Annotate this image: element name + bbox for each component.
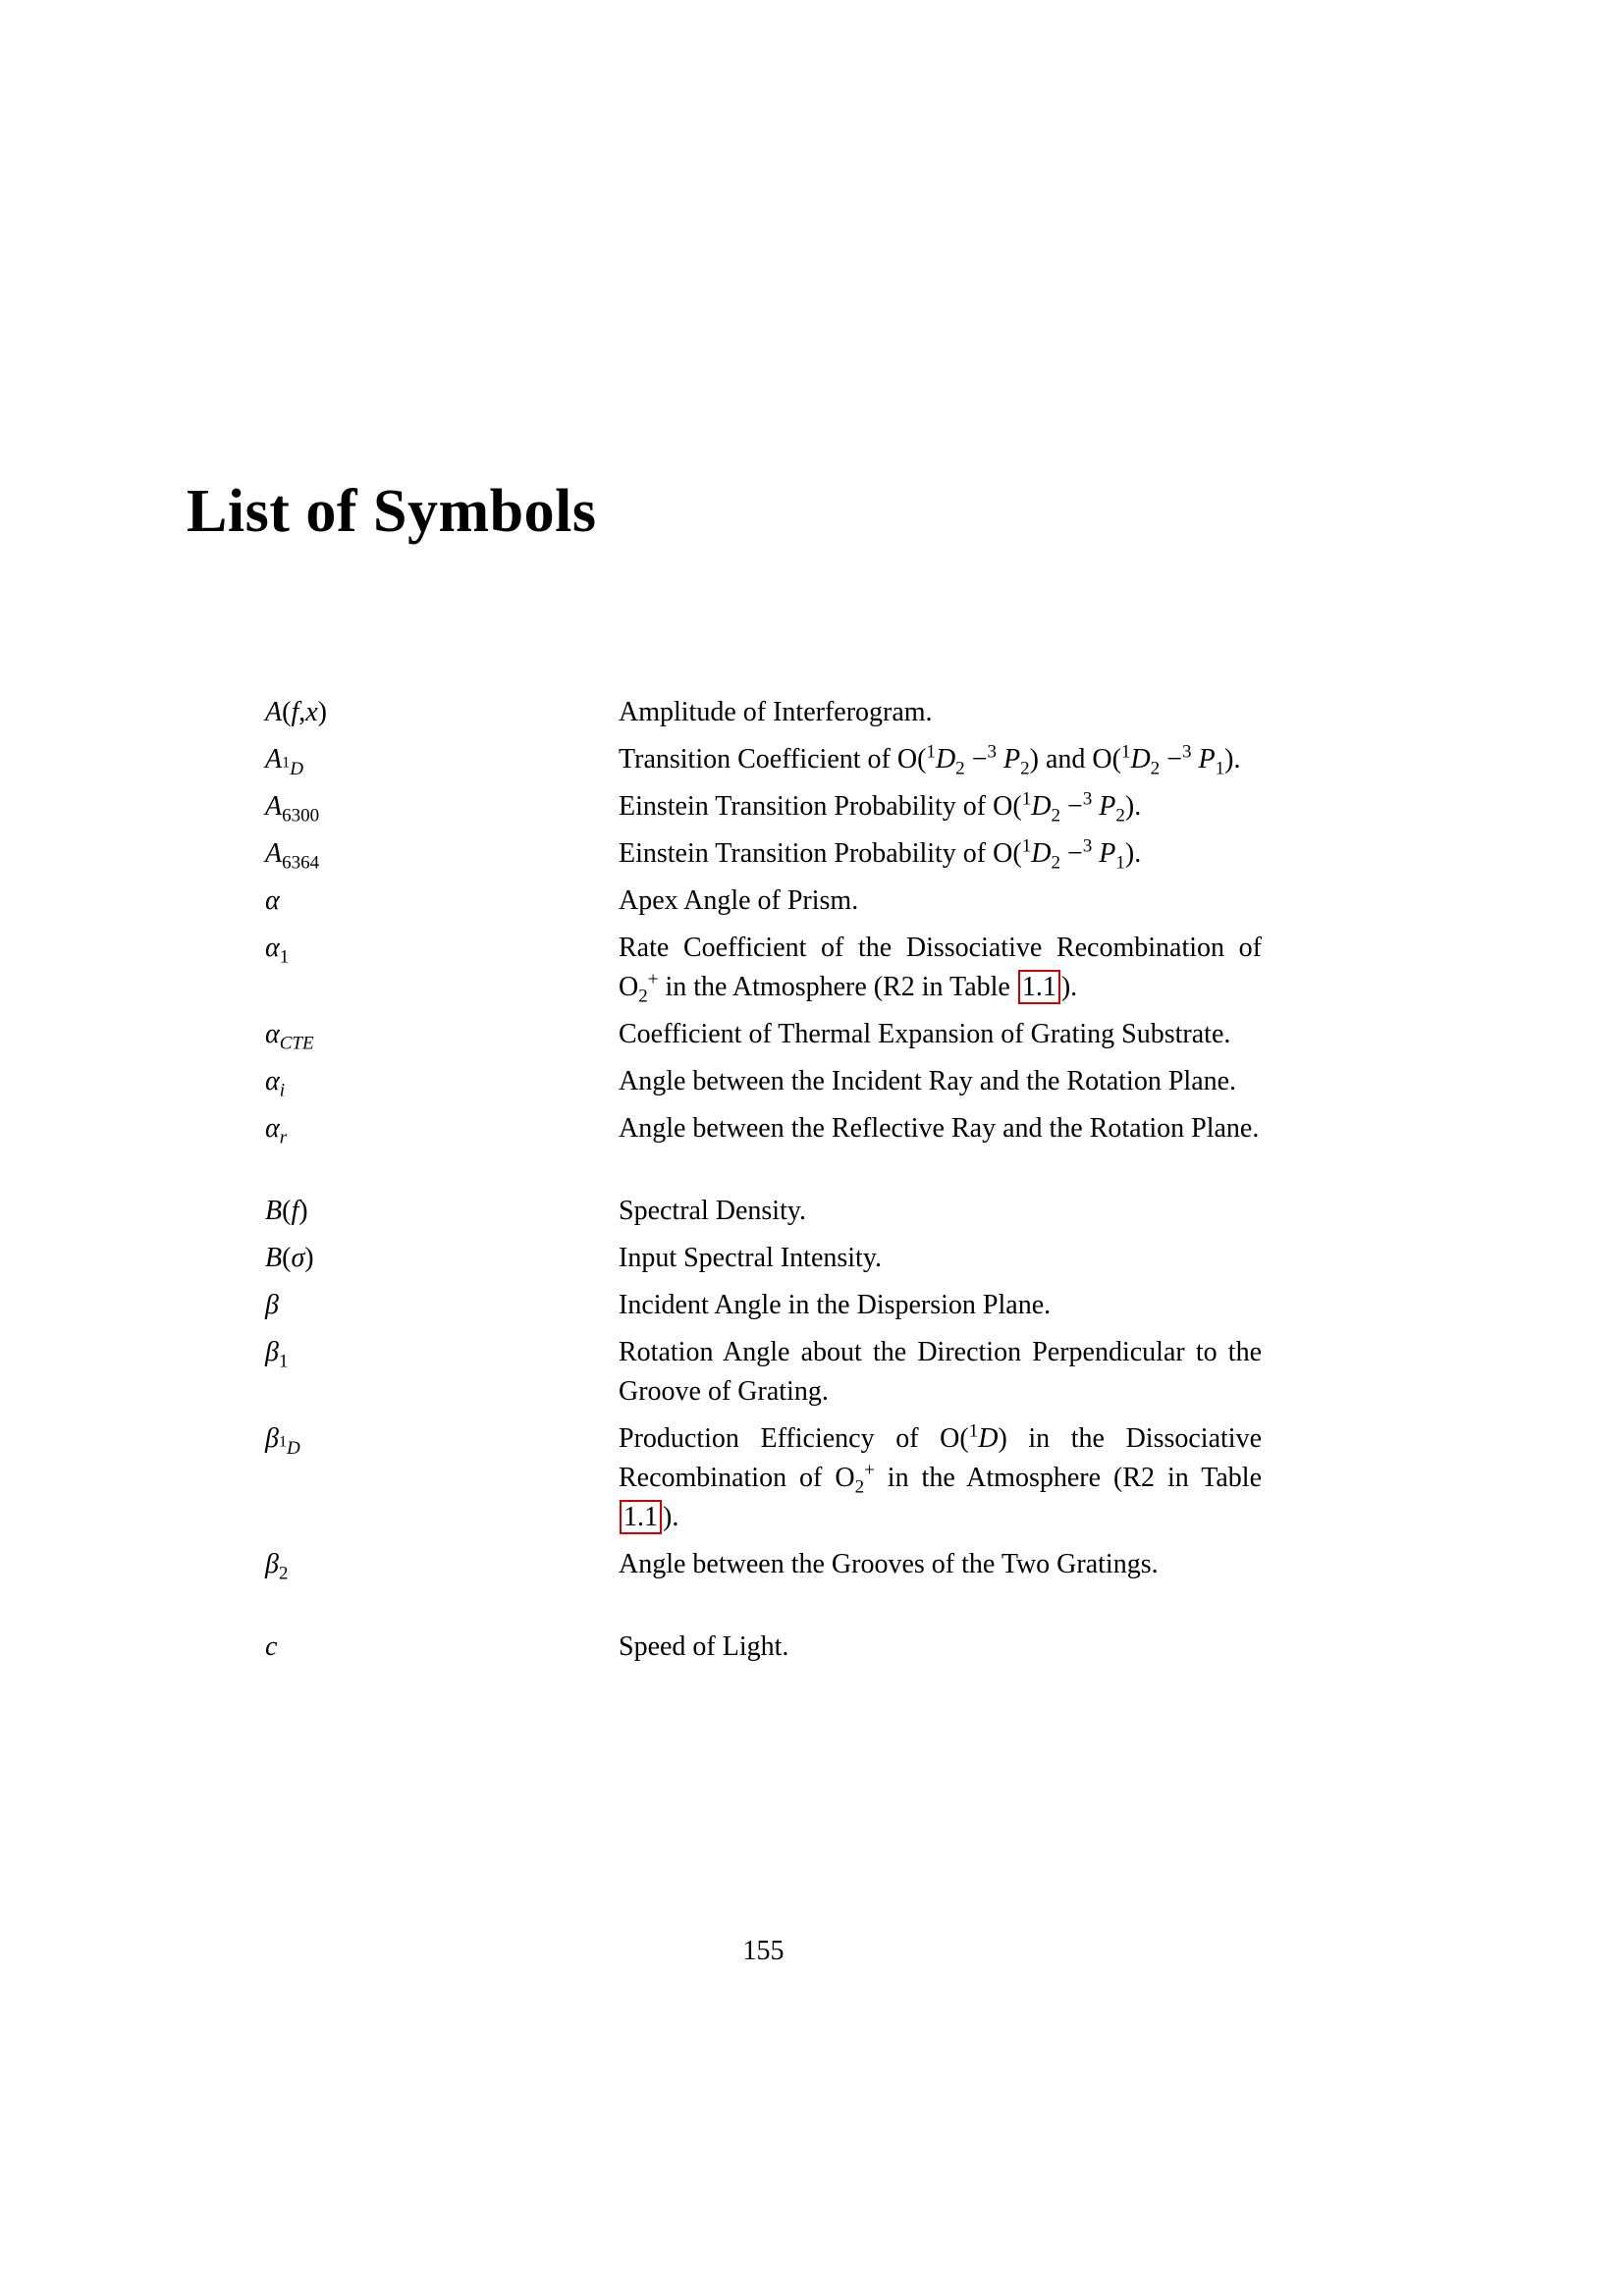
- description-cell: Angle between the Grooves of the Two Gratings.: [619, 1549, 1159, 1579]
- symbol-entry: [265, 1192, 1262, 1231]
- description-cell: Amplitude of Interferogram.: [619, 697, 933, 727]
- symbol-entry: [265, 1062, 1262, 1101]
- symbol-cell: $A_{6300}$: [265, 791, 320, 827]
- symbol-entry: [265, 1333, 1262, 1412]
- description-cell: Input Spectral Intensity.: [619, 1243, 883, 1273]
- symbol-group: [265, 1192, 1262, 1584]
- symbol-entry: [265, 929, 1262, 1007]
- symbol-cell: $A_{^1D}$: [265, 744, 303, 779]
- description-cell: Coefficient of Thermal Expansion of Grating Substrate.: [619, 1019, 1231, 1049]
- description-cell: Spectral Density.: [619, 1196, 807, 1226]
- symbol-entry: [265, 1545, 1262, 1584]
- symbol-cell: $\alpha_1$: [265, 933, 290, 968]
- symbol-group: [265, 1628, 1262, 1667]
- description-cell: Einstein Transition Probability of $O(^1D_2 -^3$ $P_2$).: [619, 788, 1142, 827]
- symbol-cell: $\alpha_i$: [265, 1066, 285, 1101]
- symbol-entry: [265, 693, 1262, 732]
- symbol-cell: c: [265, 1631, 278, 1662]
- symbol-entry: [265, 1109, 1262, 1148]
- symbol-cell: α: [265, 885, 280, 916]
- description-cell: Speed of Light.: [619, 1631, 789, 1662]
- symbol-cell: $\beta_2$: [265, 1549, 289, 1584]
- description-cell: Rate Coefficient of the Dissociative Recombination of $O_2^+$ in the Atmosphere (R2 in Table 1.1 ).: [619, 933, 1262, 1007]
- symbol-entry: [265, 787, 1262, 827]
- symbol-cell: $\alpha_{CTE}$: [265, 1019, 314, 1054]
- description-cell: Incident Angle in the Dispersion Plane.: [619, 1290, 1052, 1320]
- description-cell: Transition Coefficient of $O(^1D_2 -^3$ $P_2$) and $O(^1D_2 -^3$ $P_1$).: [619, 741, 1241, 779]
- symbol-entry: [265, 1628, 1262, 1667]
- page-number: 155: [742, 1936, 785, 1966]
- symbol-entry: [265, 1419, 1262, 1537]
- symbol-entry: [265, 881, 1262, 921]
- table-ref-link[interactable]: 1.1: [620, 1500, 662, 1534]
- description-cell: Production Efficiency of O($^1$D) in the Dissociative Recombination of $O_2^+$ in the Atmosphere (R2 in Table 1.1 ).: [619, 1420, 1262, 1532]
- symbol-entry: [265, 1015, 1262, 1054]
- symbol-entry: [265, 1239, 1262, 1278]
- symbol-entry: [265, 740, 1262, 779]
- symbol-entry: [265, 1286, 1262, 1325]
- symbol-cell: $A_{6364}$: [265, 838, 320, 874]
- description-cell: Angle between the Incident Ray and the Rotation Plane.: [619, 1066, 1237, 1096]
- symbol-cell: A(f,x): [265, 697, 327, 727]
- symbol-cell: $\beta_{^1D}$: [265, 1423, 300, 1459]
- symbol-cell: B(σ): [265, 1243, 314, 1273]
- symbol-cell: β: [265, 1290, 279, 1320]
- symbol-group: [265, 693, 1262, 1148]
- description-cell: Apex Angle of Prism.: [619, 885, 859, 916]
- symbol-cell: $\alpha_r$: [265, 1113, 288, 1148]
- symbol-cell: B(f): [265, 1196, 308, 1226]
- symbol-cell: $\beta_1$: [265, 1337, 289, 1372]
- description-cell: Rotation Angle about the Direction Perpendicular to the Groove of Grating.: [619, 1337, 1262, 1407]
- symbol-list: [265, 693, 1262, 1675]
- page-title: List of Symbols: [187, 478, 597, 545]
- symbol-entry: [265, 834, 1262, 874]
- description-cell: Angle between the Reflective Ray and the Rotation Plane.: [619, 1113, 1260, 1144]
- description-cell: Einstein Transition Probability of $O(^1D_2 -^3$ $P_1$).: [619, 835, 1142, 874]
- table-ref-link[interactable]: 1.1: [1018, 970, 1060, 1004]
